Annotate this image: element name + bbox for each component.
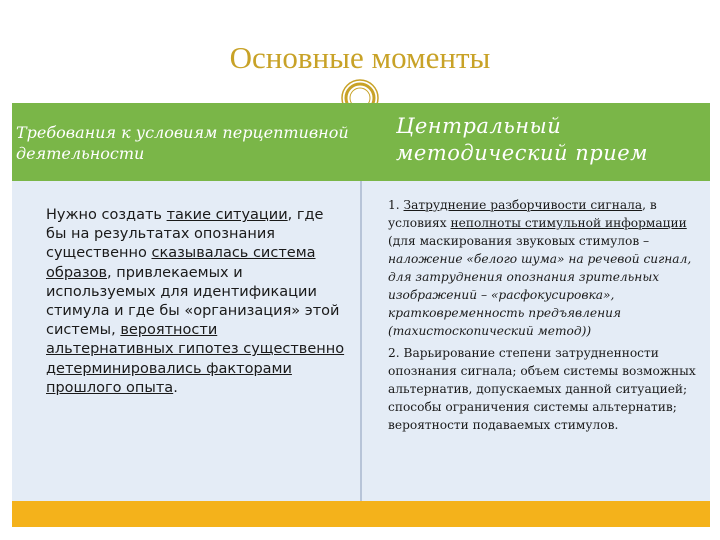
right-column-header: Центральный методический прием bbox=[396, 114, 649, 165]
right-body-text bbox=[388, 196, 710, 434]
text-segment: , в условиях bbox=[388, 198, 657, 230]
underlined-phrase: такие ситуации bbox=[166, 207, 288, 223]
column-divider bbox=[360, 181, 362, 501]
text-segment: , привлекаемых и используемых для идентификации стимула и где бы «организация» этой системы, bbox=[46, 264, 340, 339]
item-number: 1. bbox=[388, 198, 404, 212]
underlined-phrase: вероятности альтернативных гипотез существенно детерминировались факторами прошлого опыта bbox=[46, 322, 345, 396]
list-item-1 bbox=[388, 196, 710, 340]
text-segment: Нужно создать bbox=[46, 207, 167, 223]
underlined-phrase: сказывалась система образов bbox=[46, 245, 316, 281]
text-segment: . bbox=[173, 379, 178, 396]
underlined-phrase: неполноты стимульной информации bbox=[450, 216, 687, 230]
left-column-header: Требования к условиям перцептивной деятельности bbox=[16, 123, 349, 163]
underlined-phrase: Затруднение разборчивости сигнала bbox=[403, 198, 643, 212]
left-body-text bbox=[46, 206, 346, 398]
text-segment: , где бы на результатах опознания существенно bbox=[46, 207, 324, 262]
footer-band bbox=[12, 501, 710, 527]
text-segment: (для маскирования звуковых стимулов – bbox=[388, 234, 650, 248]
italic-phrase: наложение «белого шума» на речевой сигнал, для затруднения опознания зрительных изображений – «расфокусировка», кратковременность предъявления (тахистоскопический метод)) bbox=[388, 252, 692, 338]
list-item-2: 2. Варьирование степени затрудненности опознания сигнала; объем системы возможных альтернатив, допускаемых данной ситуацией; способы ограничения системы альтернатив; вероятности подаваемых стимулов. bbox=[388, 346, 696, 432]
slide-title: Основные моменты bbox=[229, 40, 491, 75]
